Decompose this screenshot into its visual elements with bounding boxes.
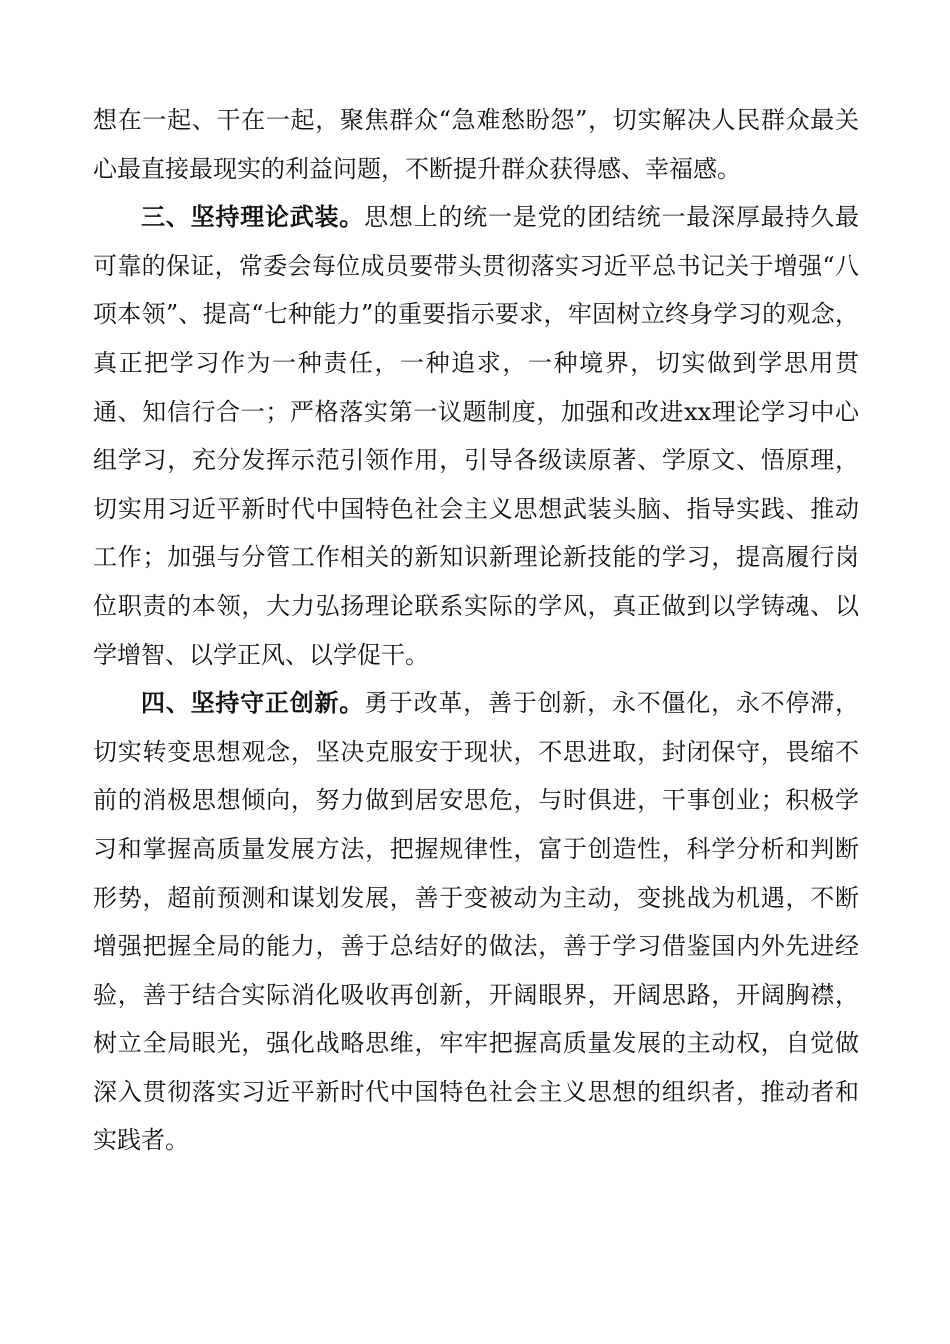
section-heading-innovation: 四、坚持守正创新。: [141, 689, 365, 718]
section-heading-theory: 三、坚持理论武装。: [141, 203, 365, 232]
paragraph-theory: [93, 193, 859, 679]
paragraph-text: 勇于改革，善于创新，永不僵化，永不停滞，切实转变思想观念，坚决克服安于现状，不思进取，封闭保守，畏缩不前的消极思想倾向，努力做到居安思危，与时俱进，干事创业；积极学习和掌握高质量发展方法，把握规律性，富于创造性，科学分析和判断形势，超前预测和谋划发展，善于变被动为主动，变挑战为机遇，不断增强把握全局的能力，善于总结好的做法，善于学习借鉴国内外先进经验，善于结合实际消化吸收再创新，开阔眼界，开阔思路，开阔胸襟，树立全局眼光，强化战略思维，牢牢把握高质量发展的主动权，自觉做深入贯彻落实习近平新时代中国特色社会主义思想的组织者，推动者和实践者。: [93, 689, 860, 1155]
paragraph-text: 想在一起、干在一起，聚焦群众“急难愁盼怨”，切实解决人民群众最关心最直接最现实的利益问题，不断提升群众获得感、幸福感。: [93, 106, 859, 183]
document-page: [93, 96, 859, 1165]
paragraph-continuation: [93, 96, 859, 193]
paragraph-text: 思想上的统一是党的团结统一最深厚最持久最可靠的保证，常委会每位成员要带头贯彻落实习近平总书记关于增强“八项本领”、提高“七种能力”的重要指示要求，牢固树立终身学习的观念，真正把学习作为一种责任，一种追求，一种境界，切实做到学思用贯通、知信行合一；严格落实第一议题制度，加强和改进xx理论学习中心组学习，充分发挥示范引领作用，引导各级读原著、学原文、悟原理，切实用习近平新时代中国特色社会主义思想武装头脑、指导实践、推动工作；加强与分管工作相关的新知识新理论新技能的学习，提高履行岗位职责的本领，大力弘扬理论联系实际的学风，真正做到以学铸魂、以学增智、以学正风、以学促干。: [93, 203, 860, 669]
paragraph-innovation: [93, 679, 859, 1165]
